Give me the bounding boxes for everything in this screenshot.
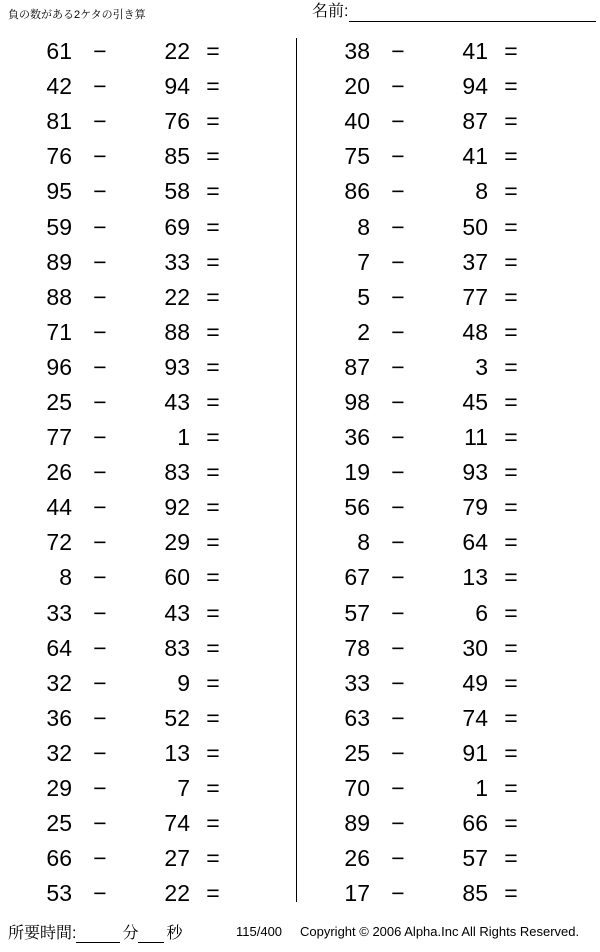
- operand-b: 60: [164, 564, 190, 591]
- equals-sign: =: [206, 178, 220, 205]
- problem-row: [304, 280, 594, 315]
- minus-operator: −: [391, 669, 405, 696]
- minus-operator: −: [93, 810, 107, 837]
- problem-row: [304, 104, 594, 139]
- operand-a: 19: [344, 459, 370, 486]
- operand-b: 91: [462, 739, 488, 766]
- problem-row: [304, 490, 594, 525]
- equals-sign: =: [504, 669, 518, 696]
- problem-row: [6, 174, 296, 209]
- problem-row: [6, 806, 296, 841]
- problem-row: [6, 490, 296, 525]
- problem-columns: [0, 34, 600, 912]
- minus-operator: −: [391, 318, 405, 345]
- operand-a: 88: [46, 283, 72, 310]
- minus-operator: −: [391, 388, 405, 415]
- operand-b: 92: [164, 494, 190, 521]
- problem-row: [304, 876, 594, 911]
- minus-operator: −: [93, 73, 107, 100]
- operand-a: 71: [46, 318, 72, 345]
- operand-a: 38: [344, 38, 370, 65]
- minus-operator: −: [93, 634, 107, 661]
- minus-operator: −: [93, 318, 107, 345]
- equals-sign: =: [206, 494, 220, 521]
- operand-b: 69: [164, 213, 190, 240]
- minus-operator: −: [391, 213, 405, 240]
- problem-row: [6, 280, 296, 315]
- time-label: 所要時間:: [8, 925, 77, 942]
- minus-operator: −: [93, 669, 107, 696]
- minus-operator: −: [391, 494, 405, 521]
- minus-operator: −: [391, 248, 405, 275]
- problem-row: [6, 771, 296, 806]
- equals-sign: =: [206, 248, 220, 275]
- operand-a: 25: [46, 388, 72, 415]
- operand-b: 1: [475, 775, 488, 802]
- operand-a: 33: [46, 599, 72, 626]
- operand-a: 36: [46, 704, 72, 731]
- operand-a: 7: [357, 248, 370, 275]
- operand-b: 66: [462, 810, 488, 837]
- minus-operator: −: [391, 845, 405, 872]
- minus-operator: −: [93, 775, 107, 802]
- operand-a: 25: [344, 739, 370, 766]
- minus-operator: −: [391, 704, 405, 731]
- minus-operator: −: [93, 704, 107, 731]
- problem-row: [6, 736, 296, 771]
- problem-row: [304, 245, 594, 280]
- equals-sign: =: [504, 38, 518, 65]
- equals-sign: =: [504, 424, 518, 451]
- problem-row: [304, 736, 594, 771]
- equals-sign: =: [206, 810, 220, 837]
- equals-sign: =: [206, 845, 220, 872]
- name-field-area: [312, 2, 596, 22]
- operand-b: 93: [462, 459, 488, 486]
- minus-operator: −: [93, 388, 107, 415]
- equals-sign: =: [504, 283, 518, 310]
- operand-b: 11: [464, 424, 488, 451]
- seconds-input-line[interactable]: [138, 925, 164, 943]
- equals-sign: =: [504, 213, 518, 240]
- operand-b: 58: [164, 178, 190, 205]
- minutes-unit-label: 分: [122, 925, 139, 942]
- operand-a: 44: [46, 494, 72, 521]
- operand-b: 79: [462, 494, 488, 521]
- equals-sign: =: [504, 318, 518, 345]
- minus-operator: −: [391, 38, 405, 65]
- operand-a: 75: [344, 143, 370, 170]
- operand-a: 96: [46, 353, 72, 380]
- operand-a: 8: [357, 213, 370, 240]
- equals-sign: =: [206, 739, 220, 766]
- minus-operator: −: [93, 599, 107, 626]
- minus-operator: −: [93, 424, 107, 451]
- equals-sign: =: [504, 459, 518, 486]
- equals-sign: =: [206, 318, 220, 345]
- equals-sign: =: [504, 494, 518, 521]
- operand-a: 70: [344, 775, 370, 802]
- operand-b: 88: [164, 318, 190, 345]
- problem-row: [6, 596, 296, 631]
- problem-row: [6, 209, 296, 244]
- operand-a: 8: [357, 529, 370, 556]
- minus-operator: −: [93, 564, 107, 591]
- operand-a: 26: [46, 459, 72, 486]
- problem-row: [304, 596, 594, 631]
- operand-b: 1: [177, 424, 190, 451]
- equals-sign: =: [504, 634, 518, 661]
- operand-b: 13: [164, 739, 190, 766]
- operand-a: 66: [46, 845, 72, 872]
- minus-operator: −: [93, 845, 107, 872]
- problem-row: [304, 560, 594, 595]
- problem-row: [304, 420, 594, 455]
- minus-operator: −: [391, 178, 405, 205]
- problem-row: [304, 315, 594, 350]
- minus-operator: −: [391, 143, 405, 170]
- operand-a: 81: [46, 108, 72, 135]
- operand-a: 2: [357, 318, 370, 345]
- problem-row: [6, 104, 296, 139]
- problem-row: [304, 139, 594, 174]
- equals-sign: =: [504, 388, 518, 415]
- operand-a: 78: [344, 634, 370, 661]
- seconds-unit-label: 秒: [166, 925, 183, 942]
- minus-operator: −: [391, 353, 405, 380]
- equals-sign: =: [206, 283, 220, 310]
- operand-a: 77: [46, 424, 72, 451]
- problem-row: [6, 701, 296, 736]
- equals-sign: =: [206, 529, 220, 556]
- problem-row: [6, 560, 296, 595]
- equals-sign: =: [206, 669, 220, 696]
- operand-b: 74: [164, 810, 190, 837]
- operand-b: 30: [462, 634, 488, 661]
- minus-operator: −: [93, 143, 107, 170]
- operand-a: 61: [46, 38, 72, 65]
- operand-b: 29: [164, 529, 190, 556]
- minus-operator: −: [391, 739, 405, 766]
- operand-a: 32: [46, 669, 72, 696]
- operand-b: 49: [462, 669, 488, 696]
- minus-operator: −: [93, 353, 107, 380]
- operand-a: 42: [46, 73, 72, 100]
- problem-row: [304, 34, 594, 69]
- worksheet-header: [0, 0, 600, 34]
- equals-sign: =: [206, 143, 220, 170]
- operand-b: 9: [177, 669, 190, 696]
- equals-sign: =: [206, 599, 220, 626]
- operand-b: 43: [164, 599, 190, 626]
- name-input-line[interactable]: [349, 2, 596, 22]
- minus-operator: −: [391, 634, 405, 661]
- operand-b: 43: [164, 388, 190, 415]
- equals-sign: =: [206, 424, 220, 451]
- operand-b: 3: [475, 353, 488, 380]
- name-label: 名前:: [312, 3, 349, 20]
- operand-b: 48: [462, 318, 488, 345]
- operand-b: 77: [462, 283, 488, 310]
- operand-a: 17: [344, 880, 370, 907]
- equals-sign: =: [504, 529, 518, 556]
- minus-operator: −: [93, 459, 107, 486]
- problem-row: [6, 315, 296, 350]
- minus-operator: −: [391, 108, 405, 135]
- equals-sign: =: [206, 564, 220, 591]
- problem-row: [6, 385, 296, 420]
- operand-b: 93: [164, 353, 190, 380]
- operand-b: 83: [164, 459, 190, 486]
- operand-a: 64: [46, 634, 72, 661]
- operand-a: 32: [46, 739, 72, 766]
- operand-a: 57: [344, 599, 370, 626]
- problem-row: [6, 455, 296, 490]
- equals-sign: =: [504, 704, 518, 731]
- minus-operator: −: [391, 564, 405, 591]
- equals-sign: =: [504, 599, 518, 626]
- problem-row: [304, 806, 594, 841]
- minus-operator: −: [93, 739, 107, 766]
- operand-a: 53: [46, 880, 72, 907]
- minus-operator: −: [391, 880, 405, 907]
- operand-b: 85: [462, 880, 488, 907]
- operand-a: 40: [344, 108, 370, 135]
- column-divider: [296, 38, 297, 902]
- page-title: 負の数がある2ケタの引き算: [8, 9, 146, 21]
- operand-a: 87: [344, 353, 370, 380]
- equals-sign: =: [206, 880, 220, 907]
- operand-a: 98: [344, 388, 370, 415]
- operand-a: 20: [344, 73, 370, 100]
- operand-a: 67: [344, 564, 370, 591]
- operand-a: 63: [344, 704, 370, 731]
- minus-operator: −: [93, 529, 107, 556]
- equals-sign: =: [206, 73, 220, 100]
- operand-b: 41: [462, 38, 488, 65]
- equals-sign: =: [206, 213, 220, 240]
- problem-row: [6, 139, 296, 174]
- problem-row: [6, 666, 296, 701]
- problem-row: [304, 666, 594, 701]
- minus-operator: −: [93, 38, 107, 65]
- operand-b: 64: [462, 529, 488, 556]
- operand-b: 45: [462, 388, 488, 415]
- equals-sign: =: [504, 564, 518, 591]
- minus-operator: −: [93, 283, 107, 310]
- problem-row: [6, 841, 296, 876]
- minus-operator: −: [93, 880, 107, 907]
- equals-sign: =: [504, 810, 518, 837]
- problem-row: [304, 350, 594, 385]
- time-field-area: [8, 920, 182, 943]
- minus-operator: −: [391, 599, 405, 626]
- equals-sign: =: [504, 845, 518, 872]
- problem-row: [6, 876, 296, 911]
- minus-operator: −: [391, 73, 405, 100]
- problem-row: [304, 174, 594, 209]
- operand-b: 85: [164, 143, 190, 170]
- minus-operator: −: [93, 494, 107, 521]
- operand-b: 94: [462, 73, 488, 100]
- problem-row: [304, 385, 594, 420]
- problem-row: [304, 631, 594, 666]
- minus-operator: −: [93, 108, 107, 135]
- operand-b: 33: [164, 248, 190, 275]
- operand-a: 25: [46, 810, 72, 837]
- problem-row: [6, 350, 296, 385]
- copyright-notice: Copyright © 2006 Alpha.Inc All Rights Reserved.: [300, 924, 580, 939]
- operand-a: 89: [344, 810, 370, 837]
- equals-sign: =: [504, 178, 518, 205]
- problem-row: [6, 525, 296, 560]
- problem-row: [304, 525, 594, 560]
- operand-b: 74: [462, 704, 488, 731]
- operand-a: 56: [344, 494, 370, 521]
- operand-b: 57: [462, 845, 488, 872]
- equals-sign: =: [504, 739, 518, 766]
- minutes-input-line[interactable]: [76, 925, 120, 943]
- operand-b: 50: [462, 213, 488, 240]
- operand-b: 6: [475, 599, 488, 626]
- operand-b: 7: [177, 775, 190, 802]
- operand-a: 8: [59, 564, 72, 591]
- operand-a: 86: [344, 178, 370, 205]
- equals-sign: =: [504, 775, 518, 802]
- minus-operator: −: [391, 424, 405, 451]
- minus-operator: −: [391, 283, 405, 310]
- operand-a: 95: [46, 178, 72, 205]
- problem-column-right: [304, 34, 594, 911]
- operand-b: 94: [164, 73, 190, 100]
- problem-row: [6, 34, 296, 69]
- operand-a: 5: [357, 283, 370, 310]
- operand-b: 22: [164, 38, 190, 65]
- equals-sign: =: [206, 388, 220, 415]
- equals-sign: =: [504, 880, 518, 907]
- problem-row: [304, 69, 594, 104]
- operand-b: 87: [462, 108, 488, 135]
- problem-row: [304, 841, 594, 876]
- equals-sign: =: [504, 108, 518, 135]
- operand-b: 27: [164, 845, 190, 872]
- operand-b: 52: [164, 704, 190, 731]
- operand-b: 37: [462, 248, 488, 275]
- equals-sign: =: [504, 353, 518, 380]
- operand-a: 33: [344, 669, 370, 696]
- operand-b: 22: [164, 880, 190, 907]
- equals-sign: =: [206, 775, 220, 802]
- equals-sign: =: [206, 38, 220, 65]
- operand-b: 41: [462, 143, 488, 170]
- problem-row: [6, 245, 296, 280]
- minus-operator: −: [391, 810, 405, 837]
- minus-operator: −: [391, 775, 405, 802]
- operand-b: 76: [164, 108, 190, 135]
- operand-a: 59: [46, 213, 72, 240]
- operand-a: 36: [344, 424, 370, 451]
- problem-row: [6, 69, 296, 104]
- problem-row: [6, 631, 296, 666]
- problem-row: [304, 771, 594, 806]
- page-number: 115/400: [236, 924, 283, 939]
- operand-b: 13: [462, 564, 488, 591]
- operand-b: 83: [164, 634, 190, 661]
- operand-a: 72: [46, 529, 72, 556]
- minus-operator: −: [391, 529, 405, 556]
- problem-row: [304, 701, 594, 736]
- equals-sign: =: [206, 704, 220, 731]
- operand-a: 26: [344, 845, 370, 872]
- minus-operator: −: [391, 459, 405, 486]
- problem-column-left: [6, 34, 296, 911]
- problem-row: [304, 455, 594, 490]
- equals-sign: =: [206, 459, 220, 486]
- equals-sign: =: [206, 634, 220, 661]
- problem-row: [304, 209, 594, 244]
- operand-a: 89: [46, 248, 72, 275]
- operand-a: 76: [46, 143, 72, 170]
- equals-sign: =: [206, 108, 220, 135]
- minus-operator: −: [93, 178, 107, 205]
- equals-sign: =: [206, 353, 220, 380]
- operand-b: 8: [475, 178, 488, 205]
- minus-operator: −: [93, 248, 107, 275]
- worksheet-footer: [0, 920, 600, 946]
- problem-row: [6, 420, 296, 455]
- operand-b: 22: [164, 283, 190, 310]
- equals-sign: =: [504, 248, 518, 275]
- operand-a: 29: [46, 775, 72, 802]
- equals-sign: =: [504, 73, 518, 100]
- equals-sign: =: [504, 143, 518, 170]
- minus-operator: −: [93, 213, 107, 240]
